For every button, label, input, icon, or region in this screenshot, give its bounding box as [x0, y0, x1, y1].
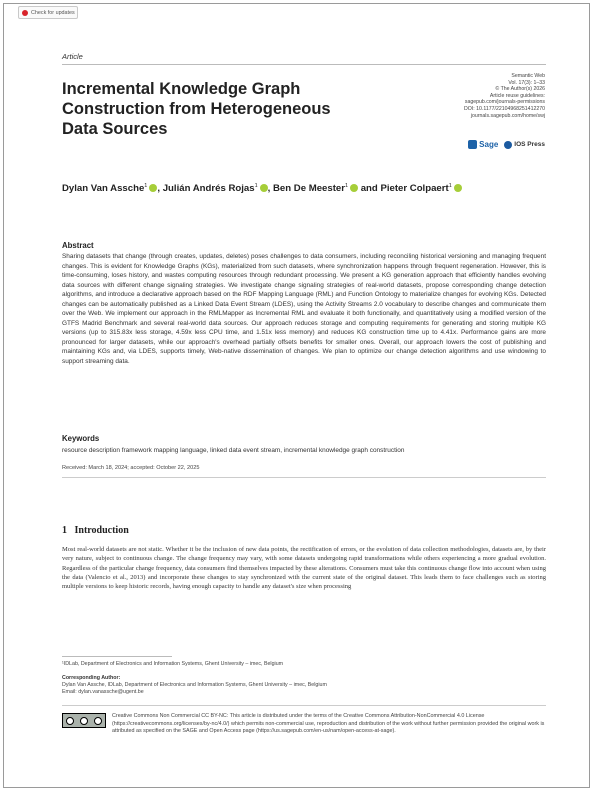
sage-logo	[468, 140, 498, 149]
author-separator: and	[358, 183, 381, 195]
journal-info	[405, 73, 545, 119]
section-title: Introduction	[74, 525, 129, 536]
abstract-heading: Abstract	[62, 241, 94, 250]
license-text: Creative Commons Non Commercial CC BY-NC: This article is distributed under the terms of the Creative Commons Attribution-NonCommercial 4.0 License (https://creativecommons.org/licenses/by-nc/4.0/) which permits non-commercial use, reproduction and distribution of the work without further permission provided the original work is attributed as specified on the SAGE and Open Access page (https://us.sagepub.com/en-us/nam/open-access-at-sage).	[112, 713, 545, 734]
journal-line[interactable]: Article reuse guidelines:	[489, 92, 545, 99]
author-separator: ,	[157, 183, 163, 195]
journal-line[interactable]: journals.sagepub.com/home/swj	[470, 112, 545, 119]
check-for-updates-label: Check for updates	[31, 9, 75, 16]
paper-title: Incremental Knowledge Graph Construction from Heterogeneous Data Sources	[62, 80, 331, 138]
corresponding-author-details	[62, 682, 546, 696]
cc-by-nc-badge	[62, 713, 106, 728]
abstract-text: Sharing datasets that change (through creates, updates, deletes) poses challenges to data consumers, including reconciling historical versioning and managing frequent changes. This is evident for Knowledge Graphs (KGs), materialized from such datasets, where synchronization happens through frequent regeneration. However, this is time-consuming, loses history, and wastes computing resources through redundant processing. We present a KG generation approach that efficiently handles evolving data sources with different change signaling strategies. We investigate change signaling strategies of real-world datasets, propose corresponding change detection algorithms, and introduce a declarative approach based on the RDF Mapping Language (RML) and Function Ontology to materialize changes for evolving KGs. Detected changes can be automatically published as a Linked Data Event Stream (LDES), using the Activity Streams 2.0 vocabulary to describe changes and communicate them over the Web. We implement our approach in the RMLMapper as Incremental RML and evaluate it both functionally, and quantitatively using a modified version of the GTFS Madrid Benchmark and several real-world data sources. Our approach reduces storage and computing requirements for generating and storing multiple KG versions (up to 315.83x less storage, 4.59x less CPU time, and 1.51x less memory) and reduces KG construction time up to 4.41x. Performance gains are more pronounced for larger datasets, while our approach's overhead partially offsets benefits for smaller ones. Overall, our approach lowers the cost of publishing and maintaining KGs and, via LDES, supports timely, Web-native dissemination of changes. We plan to optimize our change detection algorithms and use windowing to support streaming data.	[62, 253, 546, 366]
journal-line: Vol. 17(3): 1–33	[508, 79, 545, 86]
corresponding-author-email[interactable]: Email: dylan.vanassche@ugent.be	[62, 689, 144, 696]
author-name: Dylan Van Assche	[62, 183, 145, 195]
author-name: Julián Andrés Rojas	[162, 183, 255, 195]
corresponding-author-label: Corresponding Author:	[62, 675, 121, 681]
author-affiliation-mark: 1	[448, 183, 452, 189]
orcid-icon[interactable]	[350, 184, 358, 192]
author-list	[62, 179, 512, 196]
section-number: 1	[62, 525, 67, 536]
footnote-divider	[62, 656, 172, 657]
introduction-text: Most real-world datasets are not static. Whether it be the inclusion of new data points, the rectification of errors, or the evolution of data collection methodologies, datasets are, by their very nature, subject to continuous change. The change frequency may vary, with some datasets undergoing rapid transformations while others experiencing a more gradual evolution. Regardless of the particular change frequency, data consumers find themselves impacted by these alterations. Consumers must take this continuous change flow into account when using the data (Valencio et al., 2013) and incorporate these changes to stay synchronized with the current state of the original dataset. This leads them to face challenges such as storing multiple versions to keep historic records, having enough capacity to handle any dataset's size when processing	[62, 546, 546, 591]
section-divider	[62, 477, 546, 478]
journal-line[interactable]: sagepub.com/journals-permissions	[464, 99, 545, 106]
crossmark-icon	[22, 10, 28, 16]
sage-icon	[468, 140, 477, 149]
header-divider	[62, 64, 546, 65]
publisher-logos	[468, 140, 545, 149]
keywords-heading: Keywords	[62, 434, 100, 443]
ios-press-logo	[504, 141, 545, 149]
corresponding-author-line: Dylan Van Assche, IDLab, Department of Electronics and Information Systems, Ghent University – imec, Belgium	[62, 682, 327, 688]
author-affiliation-mark: 1	[344, 183, 349, 189]
cc-icon	[66, 717, 74, 725]
by-icon	[80, 717, 88, 725]
author-name: Ben De Meester	[273, 183, 345, 195]
journal-line[interactable]: DOI: 10.1177/22104968251412270	[464, 105, 545, 112]
nc-icon	[94, 717, 102, 725]
sage-label: Sage	[479, 140, 499, 149]
ios-press-label: IOS Press	[514, 141, 545, 148]
orcid-icon[interactable]	[454, 184, 462, 192]
submission-dates: Received: March 18, 2024; accepted: October 22, 2025	[62, 465, 200, 471]
author-name: Pieter Colpaert	[380, 183, 449, 195]
license-divider	[62, 705, 546, 706]
check-for-updates-button[interactable]	[18, 6, 78, 19]
keywords-text: resource description framework mapping language, linked data event stream, incremental knowledge graph construction	[62, 447, 405, 454]
ios-press-icon	[504, 141, 512, 149]
author-affiliation-mark: 1	[144, 183, 148, 189]
orcid-icon[interactable]	[260, 184, 268, 192]
author-separator: ,	[267, 183, 273, 195]
affiliation-footnote: ¹IDLab, Department of Electronics and Information Systems, Ghent University – imec, Belgium	[62, 661, 284, 667]
introduction-heading	[62, 525, 129, 536]
author-affiliation-mark: 1	[254, 183, 258, 189]
article-type: Article	[62, 52, 83, 61]
journal-line: © The Author(s) 2026	[495, 86, 545, 93]
journal-line: Semantic Web	[511, 73, 545, 79]
